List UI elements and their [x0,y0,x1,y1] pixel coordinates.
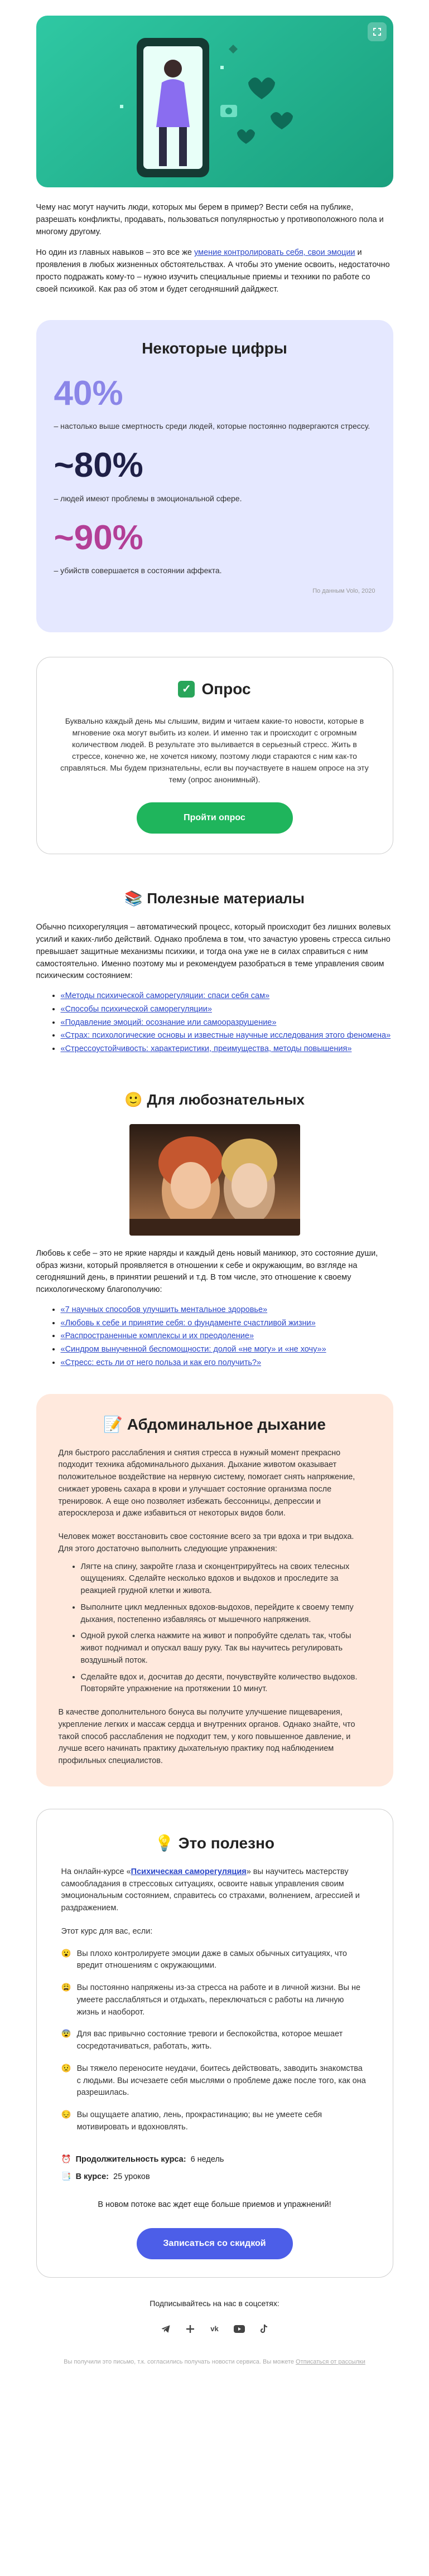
curious-links [36,1304,393,1369]
breathing-title [59,1413,371,1436]
duration-value: 6 недель [190,2154,224,2164]
material-link[interactable]: «Способы психической саморегуляции» [60,1004,212,1014]
list-item [61,990,393,1003]
course-lessons [61,2171,368,2183]
curious-title [36,1089,393,1111]
expand-icon[interactable] [368,22,387,41]
curious-section [36,1089,393,1369]
intro [36,202,393,296]
lessons-value: 25 уроков [113,2172,150,2182]
stat-number: ~80% [54,446,143,485]
breathing-steps [59,1561,371,1696]
stat-number: 40% [54,374,123,413]
emoji-icon: 😨 [61,2030,71,2039]
curious-text: Любовь к себе – это не яркие наряды и каждый день новый маникюр, это состояние души, образ жизни, который проявляется в отношении к себе и окружающим, во взгляде на сегодняшний день, в принятии решений и т.д. В том числе, это отношение к своему психологическому благополучию: [36,1248,378,1294]
useful-title [61,1832,368,1855]
materials-text: Обычно психорегуляция – автоматический процесс, который происходит без лишних волевых усилий и каких-либо действий. Однако проблема в том, что зачастую уровень стресса сильно превышает защитные механизмы психики, и тогда она уже не в силах справиться с ним самостоятельно. Именно поэтому мы и рекомендуем разобраться в теме управления своим психическим состоянием: [36,923,391,981]
hero-illustration [36,16,393,187]
unsubscribe-link[interactable]: Отписаться от рассылки [296,2358,365,2365]
books-icon: 📚 [124,890,143,907]
survey-title [59,677,370,701]
telegram-icon[interactable] [160,2323,172,2335]
item-text: Вы плохо контролируете эмоции даже в самых обычных ситуациях, что вредит отношениям с окружающими. [76,1949,347,1970]
enroll-discount-button[interactable]: Записаться со скидкой [137,2228,293,2259]
material-link[interactable]: «Подавление эмоций: осознание или самооразрушение» [60,1018,277,1027]
curious-link[interactable]: «Стресс: есть ли от него польза и как его получить?» [60,1358,262,1367]
breathing-card [36,1394,393,1786]
stat-description: – настолько выше смертность среди людей, которые постоянно подвергаются стрессу. [54,422,370,431]
item-text: Вы постоянно напряжены из-за стресса на работе и в личной жизни. Вы не умеете расслабляться и отдыхать, переключаться с работы на личную жизнь и наоборот. [76,1983,361,2017]
useful-card [36,1809,393,2278]
email-body [36,0,393,2389]
survey-text: Буквально каждый день мы слышим, видим и читаем какие-то новости, которые в мгновение ока могут выбить из колеи. И именно так и происходит с огромным количеством людей. В результате это выливается в серьезный стресс. Жить в стрессе, конечно же, не хочется никому, поэтому люди стараются с ним как-то справляться. Мы будем признательны, если вы поучаствуете в нашем опросе на эту тему (опрос анонимный). [60,716,369,785]
list-item [61,2028,368,2053]
breathing-paragraph-1: Для быстрого расслабления и снятия стресса в нужный момент прекрасно подходит техника абдоминального дыхания. Дыхание животом оказывает положительное воздействие на нервную систему, помогает снять напряжение, снижает уровень сахара в крови и улучшает состояние организма после тренировок. А еще оно позволяет избежать бессонницы, депрессии и атеросклероза и даже избавиться от некоторых видов боли. [58,1448,355,1518]
intro-text: и проявления в любых жизненных обстоятельствах. А чтобы это умение освоить, недостаточно просто подражать кому-то – нужно изучить специальные приемы и техники по работе со своей психикой. Как раз об этом и будет сегодняшний дайджест. [36,248,390,294]
list-item: • Выполните цикл медленных вдохов-выдохов, перейдите к своему темпу дыхания, постепенно избавляясь от мышечного напряжения. [81,1602,371,1626]
intro-paragraph-2 [36,247,393,296]
curious-link[interactable]: «Синдром вынученной беспомощности: долой «не могу» и «не хочу»» [60,1345,326,1354]
breathing-title-text: Абдоминальное дыхание [127,1415,326,1433]
useful-title-text: Это полезно [178,1834,275,1852]
useful-intro [61,1866,368,1915]
unsubscribe-text: Вы получили это письмо, т.к. согласились получать новости сервиса. Вы можете [64,2358,296,2365]
material-link[interactable]: «Методы психической саморегуляции: спаси себя сам» [60,991,270,1000]
intro-paragraph-1: Чему нас могут научить люди, которых мы берем в пример? Вести себя на публике, разрешать конфликты, продавать, пользоваться популярностью у противоположного пола и многому другому. [36,203,384,236]
list-item: • Сделайте вдох и, досчитав до десяти, почувствуйте количество выдохов. Повторяйте упражнение на протяжении 10 минут. [81,1672,371,1696]
intro-text: Но один из главных навыков – это все же [36,248,195,258]
for-you-label: Этот курс для вас, если: [61,1926,153,1936]
vk-icon[interactable]: vk [210,2325,219,2333]
subscribe-text: Подписывайтесь на нас в соцсетях: [150,2298,279,2308]
emoji-icon: 😮 [61,1949,71,1958]
memo-icon: 📝 [103,1415,123,1433]
tiktok-icon[interactable] [258,2323,270,2335]
list-item [61,1948,368,1973]
list-item: • Лягте на спину, закройте глаза и сконцентрируйтесь на своих телесных ощущениях. Сделайте несколько вдохов и выдохов и проследите за реакцией грудной клетки и живота. [81,1561,371,1597]
stat-description: – людей имеют проблемы в эмоциональной сфере. [54,493,242,503]
item-text: Для вас привычно состояние тревоги и беспокойства, которое мешает сосредотачиваться, работать, жить. [76,2030,343,2051]
duration-label: Продолжительность курса: [75,2154,186,2164]
materials-section [36,888,393,1055]
survey-card [36,657,393,854]
survey-title-text: Опрос [201,680,251,698]
list-item [61,1982,368,2018]
list-item [61,1030,393,1042]
list-item [61,1318,393,1330]
course-link[interactable]: Психическая саморегуляция [131,1867,247,1876]
course-duration [61,2154,368,2166]
take-survey-button[interactable]: Пройти опрос [137,802,293,834]
material-link[interactable]: «Стрессоустойчивость: характеристики, преимущества, методы повышения» [60,1044,352,1053]
list-item [61,1330,393,1343]
plus-icon[interactable] [184,2323,196,2335]
useful-intro-text: На онлайн-курсе « [61,1867,131,1876]
curious-title-text: Для любознательных [147,1091,305,1108]
book-icon: 📑 [61,2172,71,2182]
phone-illustration [36,16,393,187]
stat-description: – убийств совершается в состоянии аффекта. [54,565,222,575]
list-item [61,1344,393,1356]
materials-title [36,888,393,909]
smile-icon: 🙂 [124,1091,143,1108]
self-control-link[interactable]: умение контролировать себя, свои эмоции [194,248,355,258]
social-links [36,2323,393,2335]
emoji-icon: 😔 [61,2110,71,2119]
lightbulb-icon: 💡 [154,1834,174,1852]
curious-link[interactable]: «Любовь к себе и принятие себя: о фундаменте счастливой жизни» [60,1318,316,1328]
breathing-paragraph-2: Человек может восстановить свое состояние всего за три вдоха и три выдоха. Для этого достаточно выполнить следующие упражнения: [58,1532,354,1553]
material-link[interactable]: «Страх: психологические основы и известные научные исследования этого феномена» [60,1031,391,1040]
materials-title-text: Полезные материалы [147,890,305,907]
list-item [61,1017,393,1029]
lessons-label: В курсе: [75,2172,109,2182]
emoji-icon: 😩 [61,1983,71,1992]
stat-number: ~90% [54,518,143,557]
emoji-icon: 😟 [61,2064,71,2073]
curious-link[interactable]: «7 научных способов улучшить ментальное здоровье» [60,1305,268,1314]
check-icon: ✓ [178,681,195,698]
breathing-paragraph-3: В качестве дополнительного бонуса вы получите улучшение пищеварения, укрепление легких и массаж сердца и внутренних органов. Однако знайте, что такой способ расслабления не подходит тем, у кого повышенное давление, и лучше всего начинать практику дыхательную практику под наблюдением профильных специалистов. [58,1708,355,1765]
cta-note: В новом потоке вас ждет еще больше приемов и упражнений! [98,2200,331,2209]
stats-title: Некоторые цифры [142,340,287,357]
list-item [61,1004,393,1016]
list-item [61,1357,393,1369]
list-item [61,2109,368,2134]
list-item [61,2063,368,2099]
curious-link[interactable]: «Распространенные комплексы и их преодоление» [60,1331,254,1341]
materials-links [36,990,393,1055]
youtube-icon[interactable] [233,2323,245,2335]
footer [36,2298,393,2367]
unsubscribe-note [36,2357,393,2367]
list-item [61,1304,393,1316]
useful-intro-text: » вы научитесь мастерству самообладания в стрессовых ситуациях, освоите навык управления своим эмоциональным состоянием, справитесь со страхами, волнением, агрессией и раздражением. [61,1867,360,1912]
alarm-clock-icon: ⏰ [61,2154,71,2164]
stats-source: По данным Volo, 2020 [312,587,375,594]
stats-card [36,320,393,632]
list-item [61,1043,393,1055]
movie-still-image [129,1124,300,1236]
item-text: Вы ощущаете апатию, лень, прокрастинацию; вы не умеете себя мотивировать и вдохновлять. [76,2110,322,2132]
item-text: Вы тяжело переносите неудачи, боитесь действовать, заводить знакомства с людьми. Вы исчезаете себя мыслями о проблеме даже после того, как она разрешилась. [76,2064,366,2098]
list-item: • Одной рукой слегка нажмите на живот и попробуйте сделать так, чтобы живот поднимал и опускал вашу руку. Так вы научитесь регулировать воздушный поток. [81,1630,371,1667]
